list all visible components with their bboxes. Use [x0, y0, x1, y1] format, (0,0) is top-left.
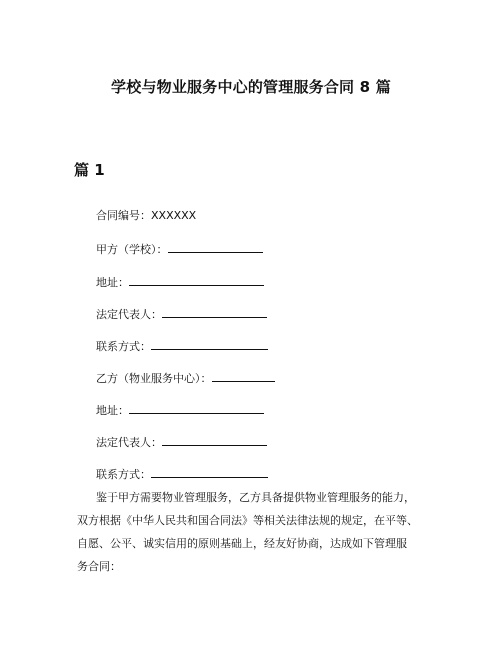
paragraph-line: 鉴于甲方需要物业管理服务，乙方具备提供物业管理服务的能力，: [96, 491, 415, 504]
fill-blank: [151, 338, 268, 350]
party-b-contact-line: [96, 466, 268, 482]
fill-blank: [162, 306, 267, 318]
fill-blank: [212, 370, 275, 382]
fill-blank: [151, 466, 268, 478]
fill-blank: [162, 434, 267, 446]
field-label: 地址：: [96, 404, 129, 417]
party-a-representative-line: [96, 306, 267, 322]
field-label: 合同编号：XXXXXX: [96, 209, 197, 222]
field-label: 联系方式：: [96, 340, 151, 353]
fill-blank: [129, 402, 264, 414]
field-label: 地址：: [96, 276, 129, 289]
party-b-address-line: [96, 402, 264, 418]
paragraph-line: 务合同：: [77, 560, 121, 573]
preamble-paragraph: [77, 486, 447, 578]
field-label: 联系方式：: [96, 468, 151, 481]
field-label: 乙方（物业服务中心）：: [96, 372, 212, 385]
fill-blank: [129, 274, 264, 286]
field-label: 法定代表人：: [96, 436, 162, 449]
party-a-line: [96, 241, 263, 257]
field-label: 甲方（学校）：: [96, 243, 168, 256]
party-a-contact-line: [96, 338, 268, 354]
paragraph-line: 双方根据《中华人民共和国合同法》等相关法律法规的规定，在平等、: [77, 514, 418, 527]
fill-blank: [168, 241, 263, 253]
party-b-line: [96, 370, 275, 386]
contract-number-line: [96, 209, 196, 223]
document-title: 学校与物业服务中心的管理服务合同 8 篇: [111, 78, 391, 96]
paragraph-line: 自愿、公平、诚实信用的原则基础上，经友好协商，达成如下管理服: [77, 537, 407, 550]
party-a-address-line: [96, 274, 264, 290]
section-heading: 篇 1: [74, 161, 105, 179]
field-label: 法定代表人：: [96, 308, 162, 321]
party-b-representative-line: [96, 434, 267, 450]
